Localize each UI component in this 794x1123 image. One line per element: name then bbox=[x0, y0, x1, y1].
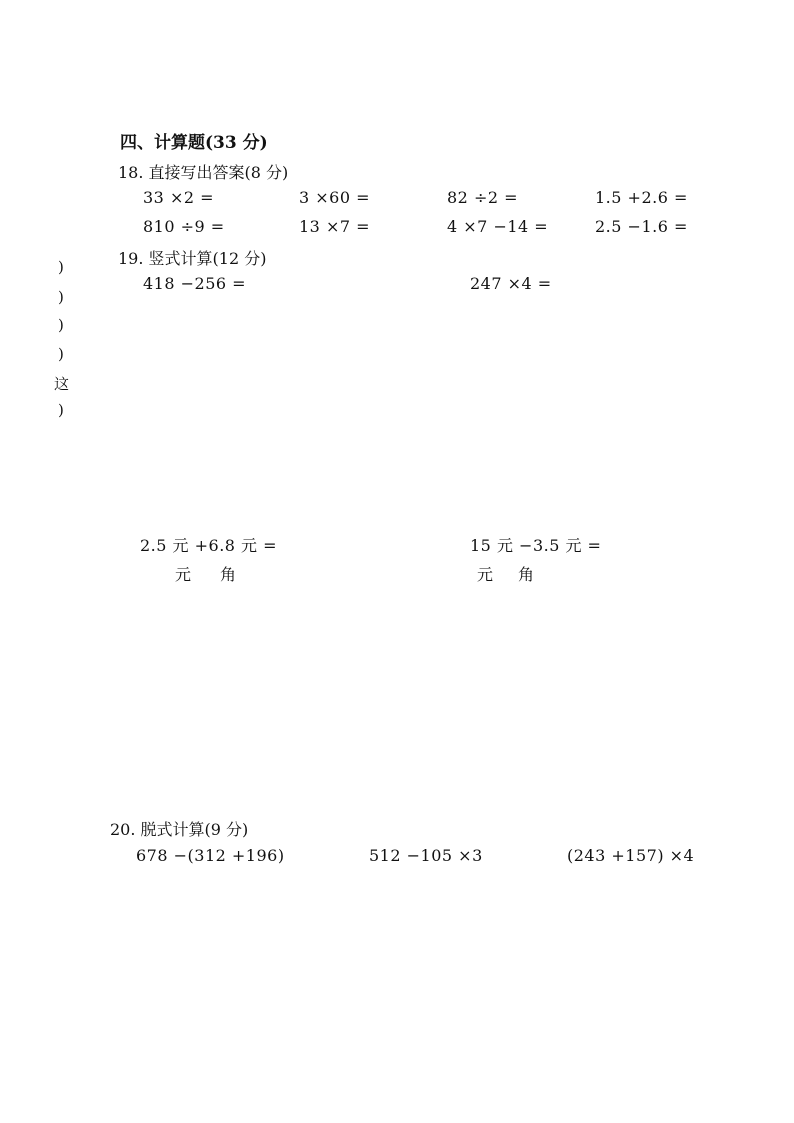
q20-item: 512 −105 ×3 bbox=[369, 846, 483, 865]
section-title: 四、计算题(33 分) bbox=[120, 133, 268, 153]
q18-item: 4 ×7 −14 = bbox=[447, 217, 549, 236]
q19-item: 418 −256 = bbox=[143, 274, 247, 293]
margin-mark-4: ) bbox=[58, 345, 64, 363]
q18-item: 1.5 +2.6 = bbox=[595, 188, 688, 207]
q19-item: 15 元 −3.5 元 = bbox=[470, 536, 602, 555]
margin-mark-1: ) bbox=[58, 258, 64, 276]
q20-item: 678 −(312 +196) bbox=[136, 846, 285, 865]
q19-title: 19. 竖式计算(12 分) bbox=[118, 249, 267, 268]
margin-mark-5: 这 bbox=[54, 375, 70, 393]
q19-item: 2.5 元 +6.8 元 = bbox=[140, 536, 278, 555]
q20-title: 20. 脱式计算(9 分) bbox=[110, 820, 249, 839]
q18-item: 33 ×2 = bbox=[143, 188, 215, 207]
q18-item: 82 ÷2 = bbox=[447, 188, 519, 207]
q18-item: 2.5 −1.6 = bbox=[595, 217, 688, 236]
q18-item: 810 ÷9 = bbox=[143, 217, 225, 236]
q18-item: 3 ×60 = bbox=[299, 188, 371, 207]
margin-mark-3: ) bbox=[58, 316, 64, 334]
margin-mark-2: ) bbox=[58, 288, 64, 306]
margin-mark-6: ) bbox=[58, 401, 64, 419]
answer-unit-yuan: 元 bbox=[175, 565, 192, 584]
q20-item: (243 +157) ×4 bbox=[567, 846, 695, 865]
q18-item: 13 ×7 = bbox=[299, 217, 371, 236]
q19-item: 247 ×4 = bbox=[470, 274, 552, 293]
answer-unit-yuan: 元 bbox=[477, 565, 494, 584]
q18-title: 18. 直接写出答案(8 分) bbox=[118, 163, 289, 182]
answer-unit-jiao: 角 bbox=[518, 565, 535, 584]
answer-unit-jiao: 角 bbox=[220, 565, 237, 584]
